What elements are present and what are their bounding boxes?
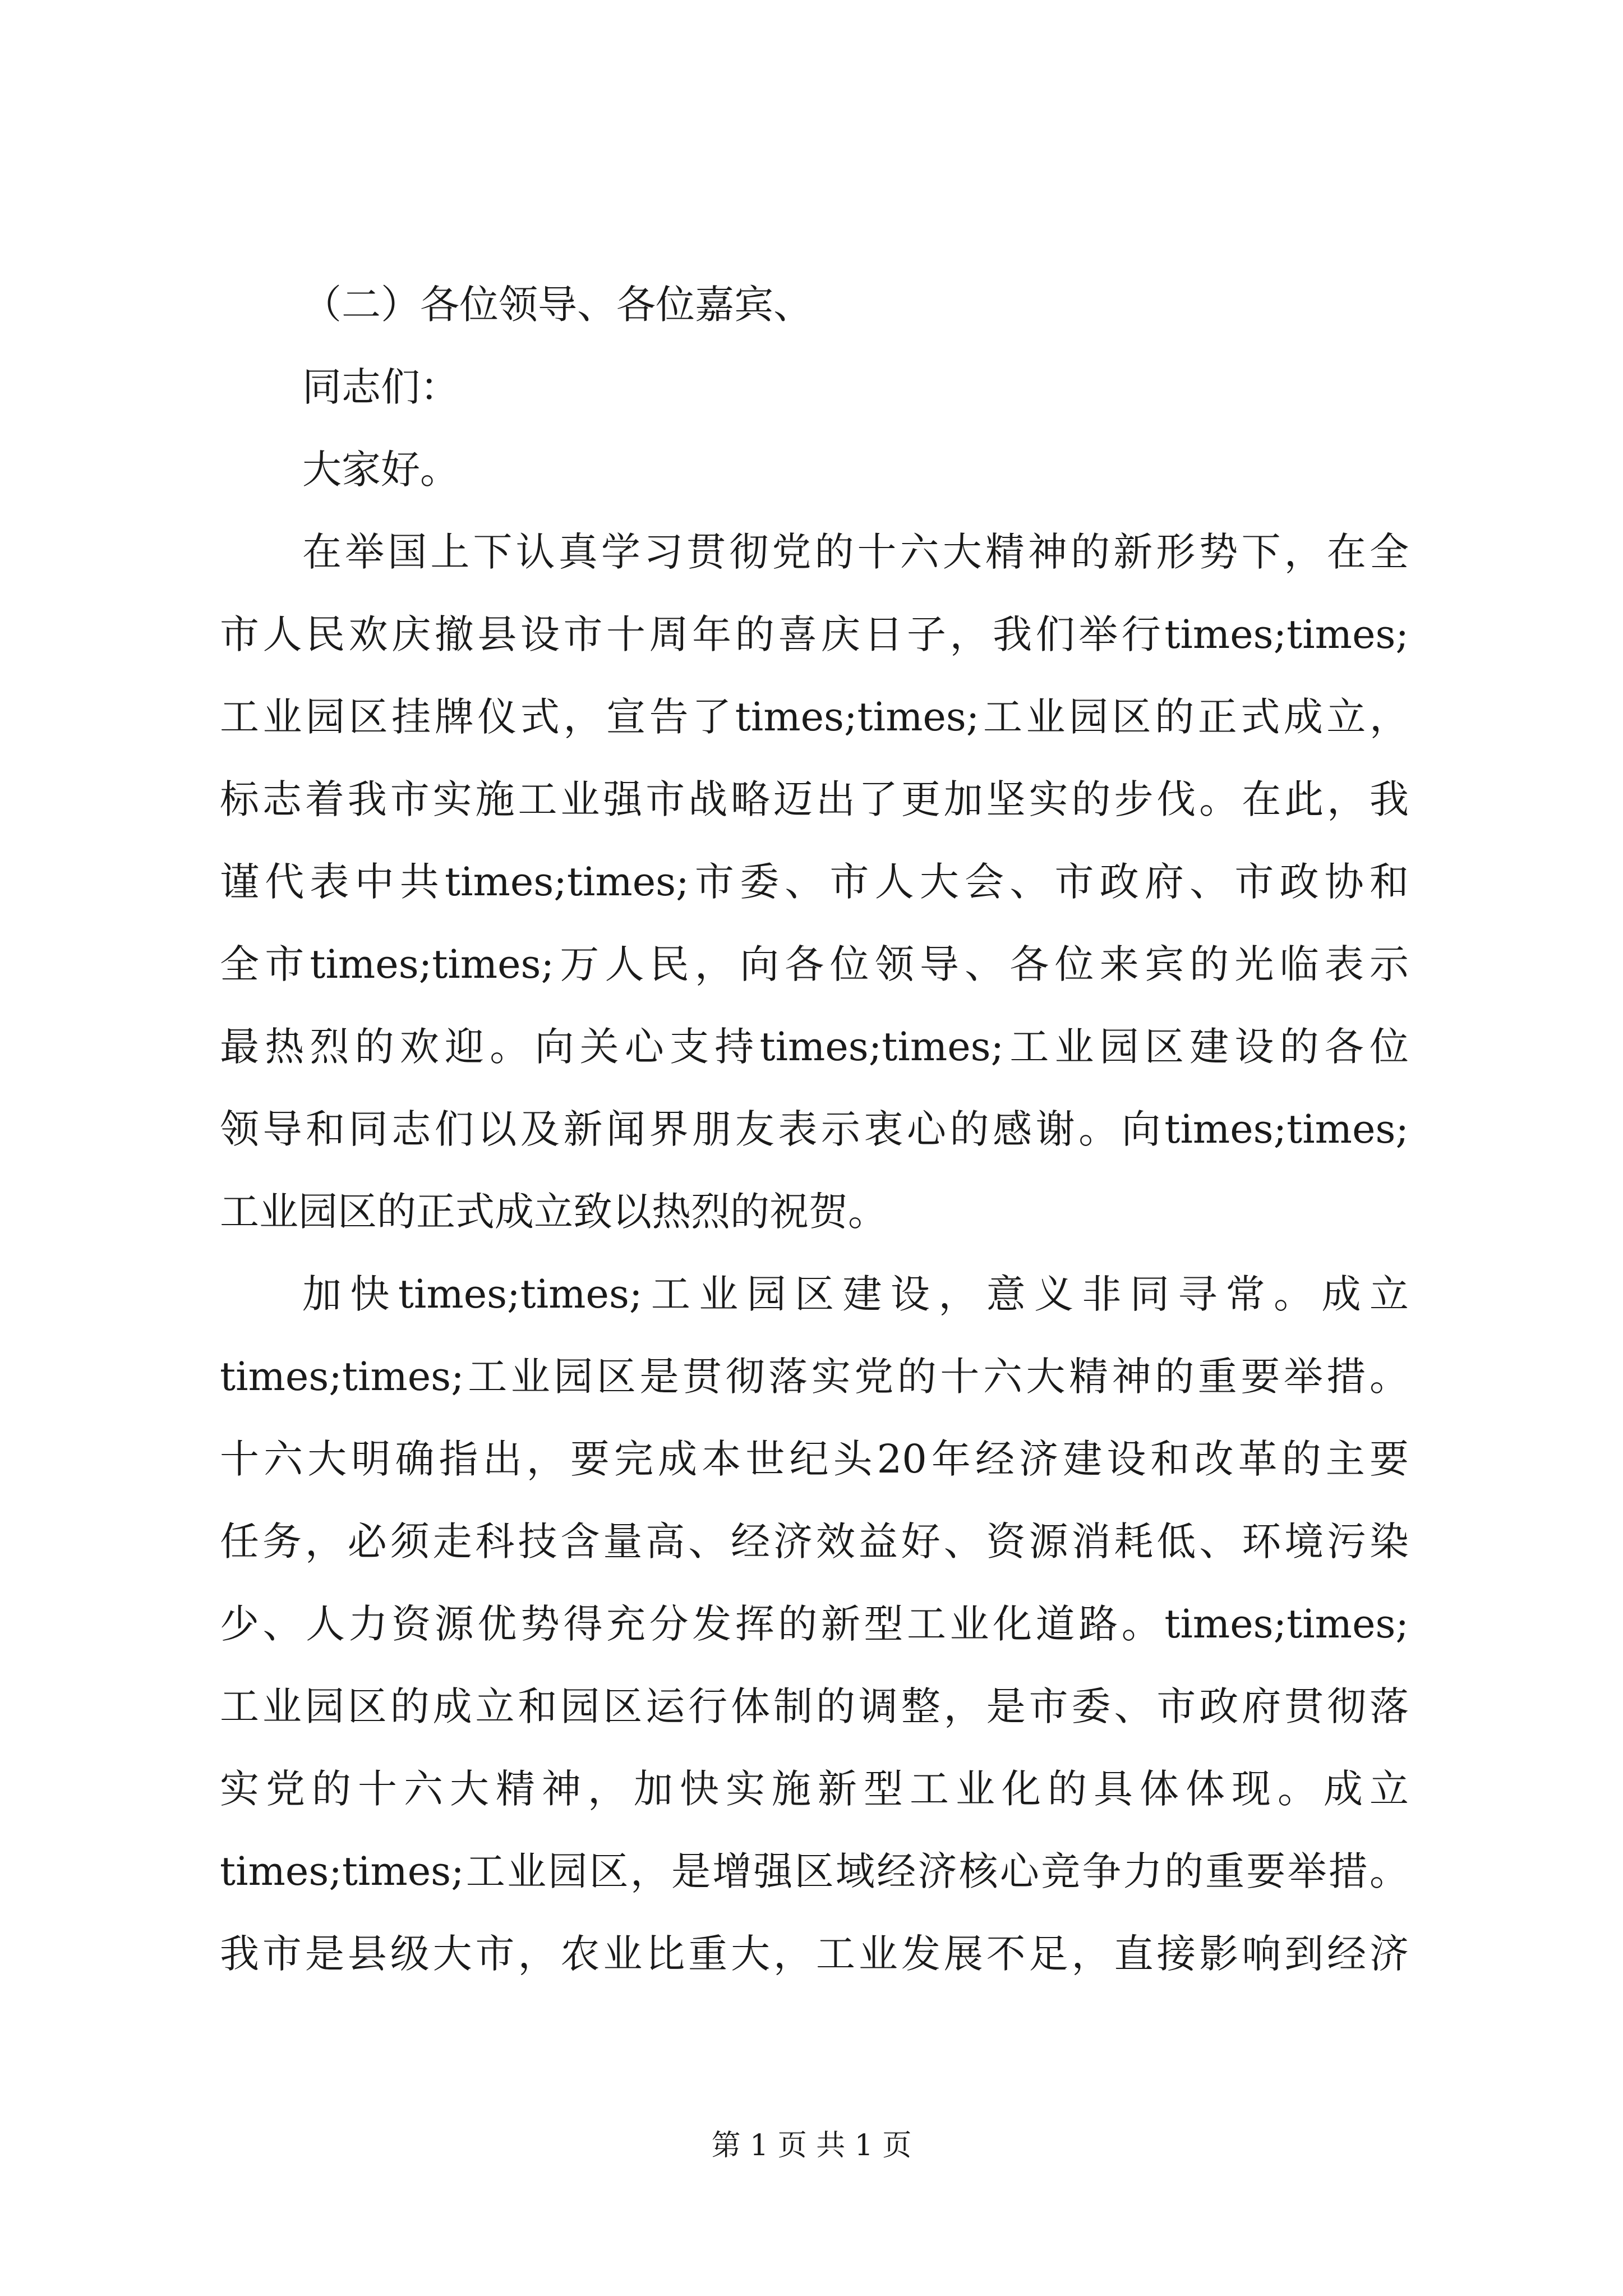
paragraph-line: 全市times;times;万人民，向各位领导、各位来宾的光临表示 (220, 941, 1409, 987)
salutation-line: （二）各位领导、各位嘉宾、 (302, 282, 813, 328)
paragraph-line: 我市是县级大市，农业比重大，工业发展不足，直接影响到经济 (220, 1931, 1409, 1977)
paragraph-line: 十六大明确指出，要完成本世纪头20年经济建设和改革的主要 (220, 1436, 1409, 1482)
paragraph-line: 在举国上下认真学习贯彻党的十六大精神的新形势下，在全 (302, 529, 1409, 575)
paragraph-line: 谨代表中共times;times;市委、市人大会、市政府、市政协和 (220, 859, 1409, 905)
paragraph-line: 标志着我市实施工业强市战略迈出了更加坚实的步伐。在此，我 (220, 776, 1409, 822)
paragraph-line: 工业园区的成立和园区运行体制的调整，是市委、市政府贯彻落 (220, 1683, 1409, 1729)
paragraph-line: 最热烈的欢迎。向关心支持times;times;工业园区建设的各位 (220, 1024, 1409, 1070)
salutation-line: 同志们： (302, 364, 459, 410)
paragraph-line: 领导和同志们以及新闻界朋友表示衷心的感谢。向times;times; (220, 1106, 1409, 1152)
page-footer (0, 2126, 1623, 2165)
paragraph-line: 工业园区的正式成立致以热烈的祝贺。 (220, 1189, 887, 1235)
paragraph-line: 少、人力资源优势得充分发挥的新型工业化道路。times;times; (220, 1601, 1409, 1647)
paragraph-line: 实党的十六大精神，加快实施新型工业化的具体体现。成立 (220, 1766, 1409, 1812)
paragraph-line: 加快times;times;工业园区建设，意义非同寻常。成立 (302, 1271, 1409, 1317)
page-number-label: 第 1 页 共 1 页 (711, 2129, 912, 2162)
paragraph-line: 任务，必须走科技含量高、经济效益好、资源消耗低、环境污染 (220, 1519, 1409, 1565)
paragraph-line: 工业园区挂牌仪式，宣告了times;times;工业园区的正式成立， (220, 694, 1409, 740)
paragraph-line: 市人民欢庆撤县设市十周年的喜庆日子，我们举行times;times; (220, 611, 1409, 657)
document-body (220, 264, 1409, 1995)
paragraph-line: times;times;工业园区，是增强区域经济核心竞争力的重要举措。 (220, 1848, 1409, 1894)
paragraph-line: times;times;工业园区是贯彻落实党的十六大精神的重要举措。 (220, 1354, 1409, 1400)
greeting-line: 大家好。 (302, 447, 459, 493)
